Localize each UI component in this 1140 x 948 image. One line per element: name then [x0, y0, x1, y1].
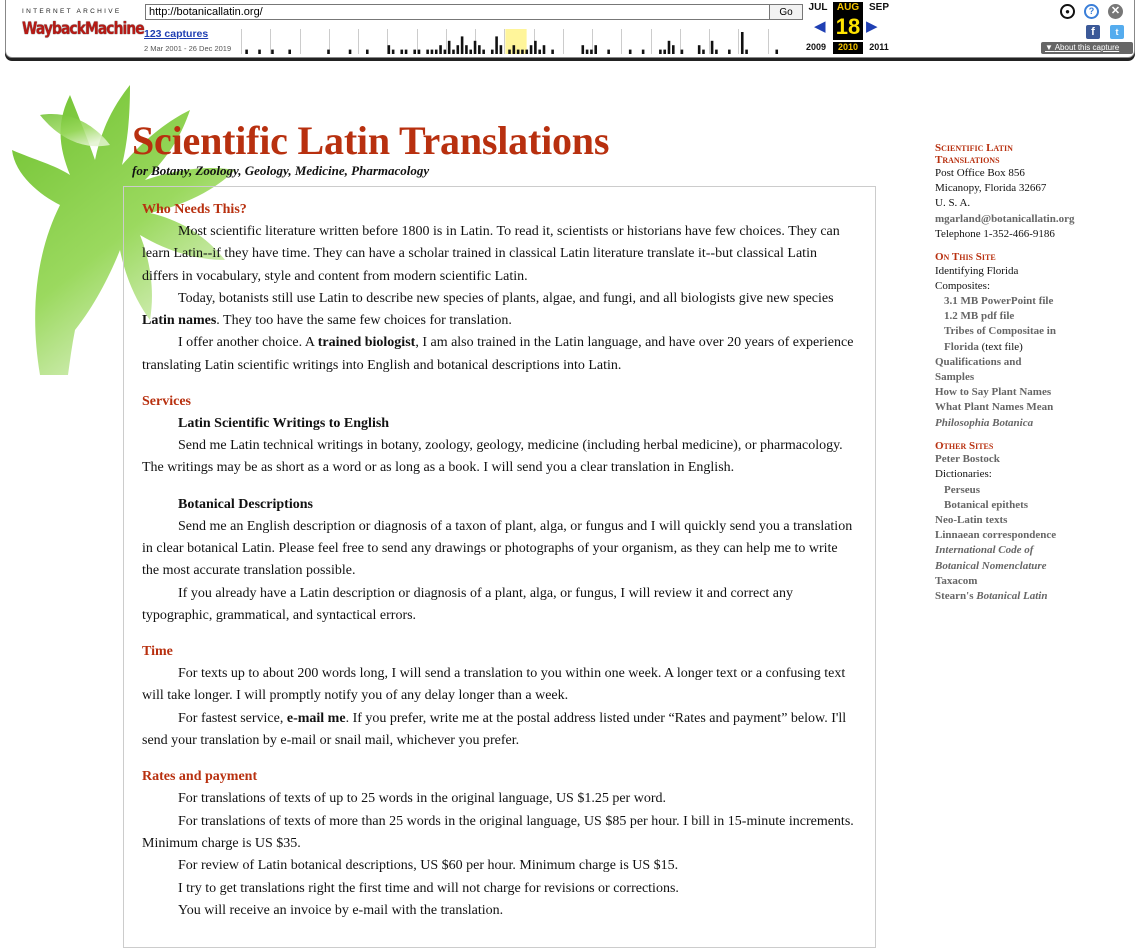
sidebar-link-bostock[interactable]: Peter Bostock [935, 453, 1000, 466]
site-subtitle: for Botany, Zoology, Geology, Medicine, Pharmacology [132, 163, 430, 178]
sidebar-link-powerpoint[interactable]: 3.1 MB PowerPoint file [944, 294, 1054, 307]
sparkline-bar [698, 45, 701, 54]
sidebar-link-icbn-2[interactable]: Botanical Nomenclature [935, 559, 1047, 572]
sparkline-bar [642, 50, 645, 54]
sparkline-bar [607, 50, 610, 54]
paragraph: For fastest service, e-mail me. If you prefer, write me at the postal address listed under “Rates and payment” below. I'll send your translation by e-mail or snail mail, whichever you prefer. [142, 710, 847, 749]
email-link[interactable]: mgarland@botanicallatin.org [935, 212, 1075, 225]
sparkline-bar [465, 45, 468, 54]
sparkline-bar [405, 50, 408, 54]
sparkline-bar [715, 50, 718, 54]
sparkline-bar [513, 45, 516, 54]
sidebar-link-perseus[interactable]: Perseus [944, 483, 981, 496]
sparkline-bar [482, 50, 485, 54]
sparkline-bar [500, 45, 503, 54]
paragraph: Send me Latin technical writings in botany, zoology, geology, medicine (including herbal medicine), or pharmacology. The writings may be as short as a word or as long as a book. I will send you a clear translation in English. [142, 438, 843, 476]
year-next[interactable]: 2011 [869, 42, 889, 52]
section-heading-time: Time [142, 644, 173, 660]
sidebar [935, 143, 1135, 604]
sparkline-bar [590, 50, 593, 54]
capture-date-range: 2 Mar 2001 - 26 Dec 2019 [144, 44, 232, 53]
sparkline-bar [418, 50, 421, 54]
sidebar-link-taxacom[interactable]: Taxacom [935, 574, 978, 587]
emphasis-latin-names: Latin names [142, 313, 217, 329]
sparkline-bar [327, 50, 330, 54]
sparkline-bar [469, 50, 472, 54]
service-title: Latin Scientific Writings to English [178, 416, 390, 432]
sidebar-heading-site: On This Site [935, 251, 996, 264]
sidebar-link-tribes-2[interactable]: Florida (text file) [944, 340, 1023, 353]
sparkline-bar [538, 50, 541, 54]
sparkline-bar [349, 50, 352, 54]
sparkline-bar [663, 50, 666, 54]
wayback-logo[interactable] [22, 8, 144, 40]
sidebar-heading-contact-2: Translations [935, 153, 1000, 166]
help-icon[interactable]: ? [1084, 4, 1099, 19]
sparkline-bar [457, 45, 460, 54]
sparkline-bar [448, 41, 451, 54]
service-title: Botanical Descriptions [178, 496, 313, 512]
sparkline-bar [711, 41, 714, 54]
month-next[interactable]: SEP [868, 2, 889, 13]
capture-day: 18 [833, 14, 863, 40]
url-input[interactable] [145, 4, 770, 20]
sparkline-bar [672, 45, 675, 54]
sparkline-bar [728, 50, 731, 54]
sidebar-link-say-names[interactable]: How to Say Plant Names [935, 386, 1052, 399]
month-current: AUG [833, 2, 863, 14]
emphasis-trained-biologist: trained biologist [317, 335, 416, 351]
sidebar-link-linnaean[interactable]: Linnaean correspondence [935, 529, 1057, 542]
sparkline-bar [491, 50, 494, 54]
captures-link[interactable]: 123 captures [144, 28, 209, 40]
section-heading-who: Who Needs This? [142, 202, 247, 217]
sparkline-bar [413, 50, 416, 54]
facebook-icon[interactable]: f [1086, 25, 1100, 39]
paragraph: I offer another choice. A trained biologist, I am also trained in the Latin language, and have over 20 years of experience translating Latin scientific writings into English and botanical descriptions into Latin. [142, 335, 854, 373]
sidebar-link-tribes[interactable]: Tribes of Compositae in [944, 325, 1056, 338]
wayback-toolbar [5, 0, 1135, 58]
sparkline-bar [517, 50, 520, 54]
sidebar-heading-other: Other Sites [935, 439, 994, 452]
twitter-icon[interactable]: t [1110, 25, 1124, 39]
sparkline-bar [551, 50, 554, 54]
sparkline-bar [745, 50, 748, 54]
about-capture-button[interactable] [1041, 42, 1133, 54]
sparkline-bar [366, 50, 369, 54]
user-icon[interactable]: ● [1060, 4, 1075, 19]
paragraph: For review of Latin botanical descriptions, US $60 per hour. Minimum charge is US $15. [178, 858, 679, 874]
go-button[interactable]: Go [769, 4, 803, 20]
sidebar-link-neolatin[interactable]: Neo-Latin texts [935, 514, 1008, 527]
sparkline-bar [741, 32, 744, 54]
sparkline-bar [702, 50, 705, 54]
sidebar-link-philosophia[interactable]: Philosophia Botanica [935, 416, 1034, 429]
sparkline-bar [245, 50, 248, 54]
sparkline-bar [392, 50, 395, 54]
about-capture-label: About this capture [1054, 43, 1120, 52]
paragraph: Send me an English description or diagnosis of a taxon of plant, alga, or fungus and I will quickly send you a translation in clear botanical Latin. Please feel free to send any drawings or photographs of your organism, as they can help me to write the most accurate translation possible. [142, 518, 853, 579]
sidebar-text: Composites: [935, 279, 991, 292]
paragraph: I try to get translations right the first time and will not charge for revisions or corrections. [178, 880, 679, 896]
sparkline-bar [594, 45, 597, 54]
sidebar-link-names-mean[interactable]: What Plant Names Mean [935, 401, 1054, 414]
paragraph: For translations of texts of up to 25 words in the original language, US $1.25 per word. [178, 791, 666, 807]
sparkline-bar [461, 36, 464, 54]
sidebar-link-epithets[interactable]: Botanical epithets [944, 498, 1029, 511]
sparkline-bar [659, 50, 662, 54]
sparkline-bar [525, 50, 528, 54]
sidebar-link-pdf[interactable]: 1.2 MB pdf file [944, 310, 1015, 323]
sidebar-link-qualifications[interactable]: Qualifications and [935, 355, 1022, 368]
paragraph: Most scientific literature written before 1800 is in Latin. To read it, scientists or historians have few choices. They can learn Latin--if they have time. They can have a scholar trained in classical Latin literature translate it--but classical Latin differs in vocabulary, style and content from modern scientific Latin. [142, 224, 840, 284]
next-capture-arrow-icon[interactable]: ▶ [866, 18, 878, 35]
capture-sparkline[interactable] [241, 27, 797, 54]
sparkline-bar [388, 45, 391, 54]
sparkline-bar [534, 41, 537, 54]
sparkline-bar [288, 50, 291, 54]
sparkline-bar [478, 45, 481, 54]
sidebar-link-stearn[interactable]: Stearn's Botanical Latin [935, 590, 1048, 603]
sparkline-bar [681, 50, 684, 54]
close-icon[interactable]: ✕ [1108, 4, 1123, 19]
sidebar-text: Identifying Florida [935, 264, 1019, 277]
chevron-down-icon: ▼ [1045, 43, 1055, 52]
sparkline-bar [452, 50, 455, 54]
main-content [142, 199, 856, 922]
sparkline-bar [431, 50, 434, 54]
paragraph: If you already have a Latin description or diagnosis of a plant, alga, or fungus, I will review it and correct any typographic, grammatical, and syntactical errors. [142, 585, 794, 623]
sparkline-bar [439, 45, 442, 54]
sidebar-link-qualifications-2[interactable]: Samples [935, 370, 975, 383]
sparkline-bar [435, 50, 438, 54]
sparkline-bar [444, 50, 447, 54]
paragraph: For texts up to about 200 words long, I will send a translation to you within one week. A longer text or a confusing text will take longer. I will promptly notify you of any delay longer than a week. [142, 666, 846, 704]
sparkline-bar [258, 50, 261, 54]
sparkline-bar [495, 36, 498, 54]
address-line: Post Office Box 856 [935, 167, 1025, 179]
sparkline-bar [586, 50, 589, 54]
sparkline-bar [530, 45, 533, 54]
email-me-link[interactable]: e-mail me [286, 710, 346, 726]
sparkline-bar [543, 45, 546, 54]
paragraph: Today, botanists still use Latin to describe new species of plants, algae, and fungi, and all biologists give new species Latin names. They too have the same few choices for translation. [142, 290, 834, 329]
paragraph: You will receive an invoice by e-mail with the translation. [178, 902, 504, 918]
sparkline-bar [775, 50, 778, 54]
month-prev[interactable]: JUL [808, 2, 828, 13]
sparkline-bar [400, 50, 403, 54]
logo-top-text: INTERNET ARCHIVE [22, 8, 122, 15]
sidebar-link-icbn[interactable]: International Code of [935, 544, 1034, 557]
sparkline-bar [474, 41, 477, 54]
sparkline-bar [521, 50, 524, 54]
sparkline-bar [629, 50, 632, 54]
section-heading-services: Services [142, 394, 191, 410]
logo-main-text: WaybackMachine [22, 19, 144, 39]
sparkline-bar [271, 50, 274, 54]
prev-capture-arrow-icon[interactable]: ◀ [814, 18, 826, 35]
section-heading-rates: Rates and payment [142, 769, 258, 785]
sparkline-bar [668, 41, 671, 54]
sidebar-text: Dictionaries: [935, 468, 992, 481]
site-title: Scientific Latin Translations [132, 118, 610, 163]
sparkline-bar [508, 50, 511, 54]
address-line: U. S. A. [935, 197, 971, 210]
year-current: 2010 [833, 42, 863, 54]
address-line: Micanopy, Florida 32667 [935, 182, 1047, 195]
year-prev[interactable]: 2009 [805, 42, 827, 52]
paragraph: For translations of texts of more than 25 words in the original language, US $85 per hour. I bill in 15-minute increments. Minimum charge is US $35. [142, 813, 854, 851]
sparkline-bar [581, 45, 584, 54]
phone: Telephone 1-352-466-9186 [935, 227, 1055, 240]
sidebar-heading-contact: Scientific Latin [935, 142, 1013, 154]
sparkline-bar [426, 50, 429, 54]
